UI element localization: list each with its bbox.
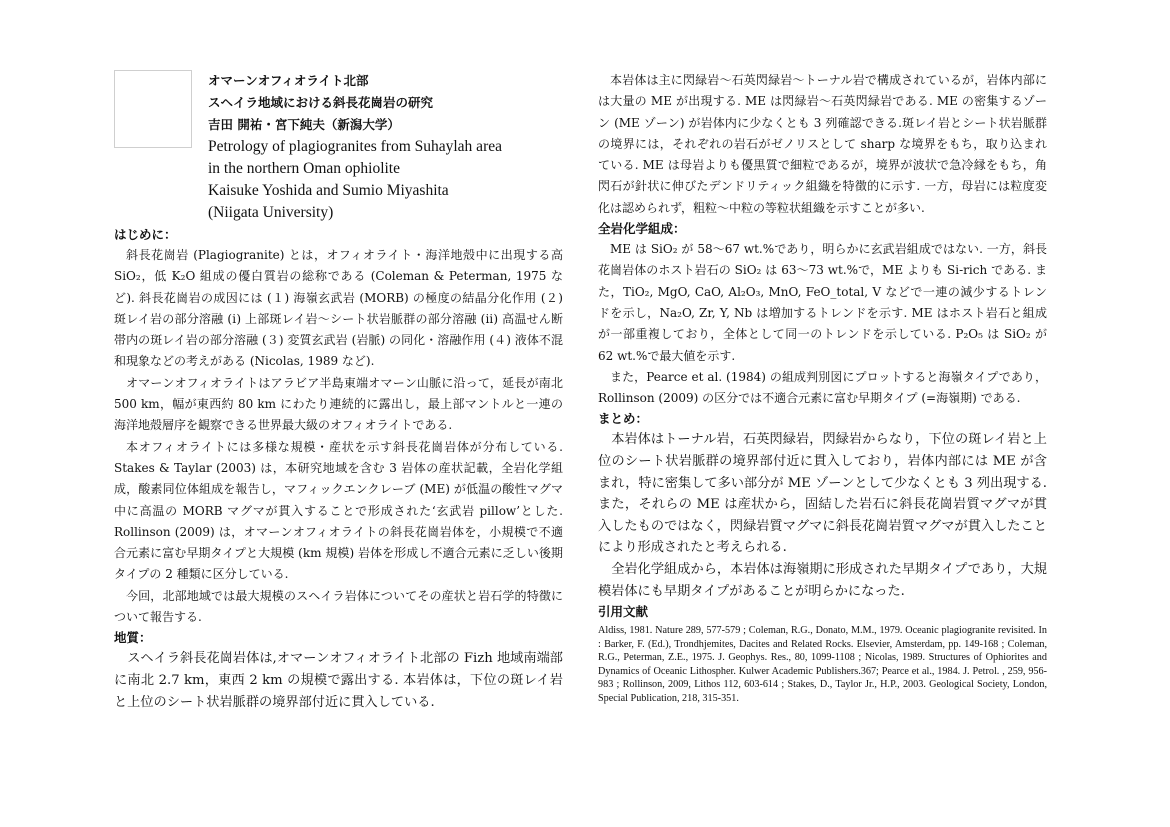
summary-heading: まとめ： xyxy=(598,411,649,427)
geology-paragraph-1: スヘイラ斜長花崗岩体は,オマーンオフィオライト北部の Fizh 地域南端部に南北 2.7 km，東西 2 km の規模で露出する. 本岩体は，下位の斑レイ岩と上位のシート状岩脈群の境界部付近に貫入している. xyxy=(114,651,563,710)
jp-title-line-1: オマーンオフィオライト北部 xyxy=(208,73,369,88)
left-column xyxy=(114,225,563,713)
jp-title-line-2: スヘイラ地域における斜長花崗岩の研究 xyxy=(208,95,434,110)
chemistry-paragraph-2: また，Pearce et al. (1984) の組成判別図にプロットすると海嶺タイプであり，Rollinson (2009) の区分では不適合元素に富む早期タイプ (=海嶺期) である. xyxy=(598,369,1047,406)
references-list: Aldiss, 1981. Nature 289, 577-579 ; Coleman, R.G., Donato, M.M., 1979. Oceanic plagiogranite revisited. In : Barker, F. (Ed.), Trondhjemites, Dacites and Related Rocks. Elsevier, Amsterdam, pp. 149-168 ; Coleman, R.G., Peterman, Z.E., 1975. J. Geophys. Res., 80, 1099-1108 ; Nicolas, 1989. Structures of Ophiorites and Dynamics of Oceanic Lithospher. Kulwer Academic Publishers.367; Pearce et al., 1984. J. Petrol. , 259, 956-983 ; Rollinson, 2009, Lithos 112, 603-614 ; Stakes, D., Taylor Jr., H.P., 2003. Geological Society, London, Special Publication, 218, 315-351. xyxy=(598,625,1047,704)
summary-paragraph-2: 全岩化学組成から，本岩体は海嶺期に形成された早期タイプであり，大規模岩体にも早期タイプがあることが明らかになった. xyxy=(598,562,1047,599)
intro-paragraph-2: オマーンオフィオライトはアラビア半島東端オマーン山脈に沿って，延長が南北 500 km，幅が東西約 80 km にわたり連続的に露出し，最上部マントルと一連の海洋地殻層序を観察できる世界最大級のオフィオライトである. xyxy=(114,375,563,433)
title-block xyxy=(208,70,588,224)
intro-heading: はじめに： xyxy=(114,227,177,242)
intro-paragraph-1: 斜長花崗岩 (Plagiogranite) とは，オフィオライト・海洋地殻中に出現する高 SiO₂，低 K₂O 組成の優白質岩の総称である (Coleman & Peterman, 1975 など). 斜長花崗岩の成因には (１) 海嶺玄武岩 (MORB) の極度の結晶分化作用 (２) 斑レイ岩の部分溶融 (ⅰ) 上部斑レイ岩～シート状岩脈群の部分溶融 (ⅱ) 高温せん断帯内の斑レイ岩の部分溶融 (３) 変質玄武岩 (岩脈) の同化・溶融作用 (４) 液体不混和現象などの考えがある (Nicolas, 1989 など). xyxy=(114,248,563,369)
geology-heading: 地質： xyxy=(114,630,152,646)
right-column xyxy=(598,70,1047,705)
summary-paragraph-1: 本岩体はトーナル岩，石英閃緑岩，閃緑岩からなり，下位の斑レイ岩と上位のシート状岩脈群の境界部付近に貫入しており，岩体内部には ME が含まれ，特に密集して多い部分が ME ゾーンとして少なくとも 3 列出現する. また，それらの ME は産状から，固結した岩石に斜長花崗岩質マグマが貫入したものではなく，閃緑岩質マグマに斜長花崗岩質マグマが貫入したことにより形成されたと考えられる. xyxy=(598,432,1047,556)
en-title-line-2: in the northern Oman ophiolite xyxy=(208,160,400,177)
en-affiliation: (Niigata University) xyxy=(208,204,334,221)
en-authors: Kaisuke Yoshida and Sumio Miyashita xyxy=(208,182,449,199)
intro-paragraph-4: 今回，北部地域では最大規模のスヘイラ岩体についてその産状と岩石学的特徴について報告する. xyxy=(114,588,563,625)
en-title-line-1: Petrology of plagiogranites from Suhaylah area xyxy=(208,138,502,155)
intro-paragraph-3: 本オフィオライトには多様な規模・産状を示す斜長花崗岩体が分布している. Stakes & Taylar (2003) は，本研究地域を含む 3 岩体の産状記載，全岩化学組成，酸素同位体組成を報告し，マフィックエンクレーブ (ME) が低温の酸性マグマ中に高温の MORB マグマが貫入することで形成された‘玄武岩 pillow’とした. Rollinson (2009) は，オマーンオフィオライトの斜長花崗岩体を，小規模で不適合元素に富む早期タイプと大規模 (km 規模) 岩体を形成し不適合元素に乏しい後期タイプの 2 種類に区分している. xyxy=(114,439,563,582)
geology-paragraph-2: 本岩体は主に閃緑岩～石英閃緑岩～トーナル岩で構成されているが，岩体内部には大量の ME が出現する. ME は閃緑岩～石英閃緑岩である. ME の密集するゾーン (ME ゾーン) が岩体内に少なくとも 3 列確認できる.斑レイ岩とシート状岩脈群の境界には，それぞれの岩石がゼノリスとして sharp な境界をもち，取り込まれている. ME は母岩よりも優黒質で細粒であるが，境界が波状で急冷縁をもち，角閃石が針状に伸びたデンドリティック組織を特徴的に示す. 一方，母岩には粒度変化は認められず，粗粒～中粒の等粒状組織を示すことが多い. xyxy=(598,73,1047,215)
jp-authors: 吉田 開祐・宮下純夫（新潟大学） xyxy=(208,117,400,132)
logo-placeholder-box xyxy=(114,70,192,148)
references-heading: 引用文献 xyxy=(598,604,649,620)
chemistry-paragraph-1: ME は SiO₂ が 58～67 wt.%であり，明らかに玄武岩組成ではない. 一方，斜長花崗岩体のホスト岩石の SiO₂ は 63～73 wt.%で，ME よりも Si-rich である. また，TiO₂, MgO, CaO, Al₂O₃, MnO, FeO_total, V などで一連の減少するトレンドを示し，Na₂O, Zr, Y, Nb は増加するトレンドを示す. ME はホスト岩石と組成が一部重複しており，全体として同一のトレンドを示している. P₂O₅ は SiO₂ が 62 wt.%で最大値を示す. xyxy=(598,242,1047,363)
chemistry-heading: 全岩化学組成： xyxy=(598,221,686,237)
